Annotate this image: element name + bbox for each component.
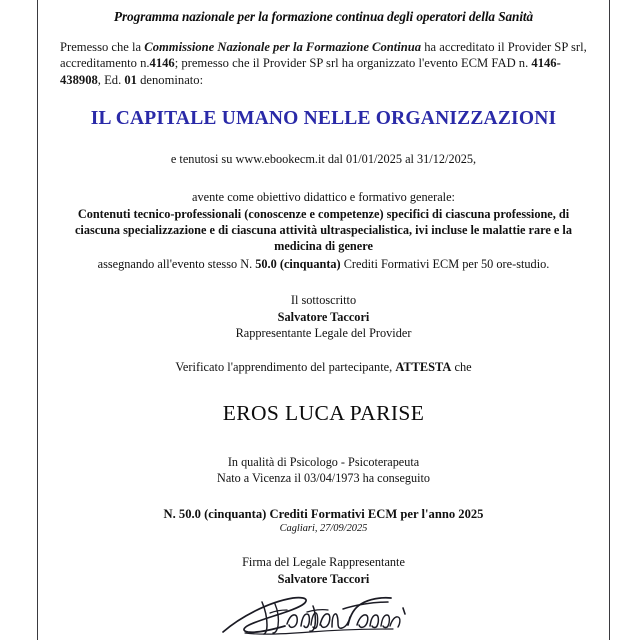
premise-paragraph — [46, 39, 601, 88]
participant-birth-line: Nato a Vicenza il 03/04/1973 ha conseguito — [217, 470, 430, 485]
undersigned-block — [46, 292, 601, 341]
award-credits-line: N. 50.0 (cinquanta) Crediti Formativi ECM per l'anno 2025 — [163, 507, 484, 522]
undersigned-label: Il sottoscritto — [290, 293, 357, 308]
course-venue-line: e tenutosi su www.ebookecm.it dal 01/01/2025 al 31/12/2025, — [170, 152, 477, 167]
undersigned-role: Rappresentante Legale del Provider — [235, 326, 412, 341]
undersigned-name: Salvatore Taccori — [277, 309, 370, 324]
certificate-content — [38, 0, 609, 587]
attestation-prefix: Verificato l'apprendimento del partecipante, — [175, 359, 396, 374]
credits-suffix: Crediti Formativi ECM per 50 ore-studio. — [340, 256, 550, 271]
handwritten-signature — [215, 592, 415, 640]
award-place-date: Cagliari, 27/09/2025 — [279, 523, 368, 535]
attestation-keyword: ATTESTA — [395, 359, 452, 374]
attestation-line — [46, 360, 601, 375]
signature-label: Firma del Legale Rappresentante — [242, 555, 405, 570]
program-header-title: Programma nazionale per la formazione continua degli operatori della Sanità — [113, 9, 534, 24]
event-number: 4146-438908 — [60, 56, 561, 87]
credits-assigned-line — [46, 257, 601, 273]
premise-text-1: Premesso che la — [60, 40, 145, 54]
accreditation-number: 4146 — [149, 56, 175, 71]
signature-block — [46, 554, 601, 586]
credits-prefix: assegnando all'evento stesso N. — [97, 256, 256, 271]
premise-text-4: , Ed. — [97, 72, 125, 87]
participant-qualification: In qualità di Psicologo - Psicoterapeuta — [227, 454, 420, 469]
attestation-suffix: che — [451, 359, 472, 374]
premise-text-2: ha accreditato il Provider SP srl, accreditamento n. — [60, 40, 587, 71]
premise-text-3: ; premesso che il Provider SP srl ha organizzato l'evento ECM FAD n. — [174, 56, 532, 71]
premise-text-5: denominato: — [136, 72, 204, 87]
edition-number: 01 — [124, 72, 137, 87]
signature-name: Salvatore Taccori — [277, 571, 370, 586]
signature-ink-icon — [215, 592, 415, 640]
commission-name: Commissione Nazionale per la Formazione Continua — [144, 40, 422, 54]
course-objective: Contenuti tecnico-professionali (conoscenze e competenze) specifici di ciascuna professione, di ciascuna specializzazione e di ciascuna attività ultraspecialistica, ivi incluse le malattie rare e la medicina di genere — [74, 206, 573, 253]
credits-amount: 50.0 (cinquanta) — [255, 256, 341, 271]
course-title: IL CAPITALE UMANO NELLE ORGANIZZAZIONI — [90, 108, 557, 130]
page-border-right — [609, 0, 610, 640]
participant-details — [46, 454, 601, 487]
participant-name: EROS LUCA PARISE — [222, 400, 425, 425]
course-objective-intro: avente come obiettivo didattico e formativo generale: — [192, 189, 455, 204]
